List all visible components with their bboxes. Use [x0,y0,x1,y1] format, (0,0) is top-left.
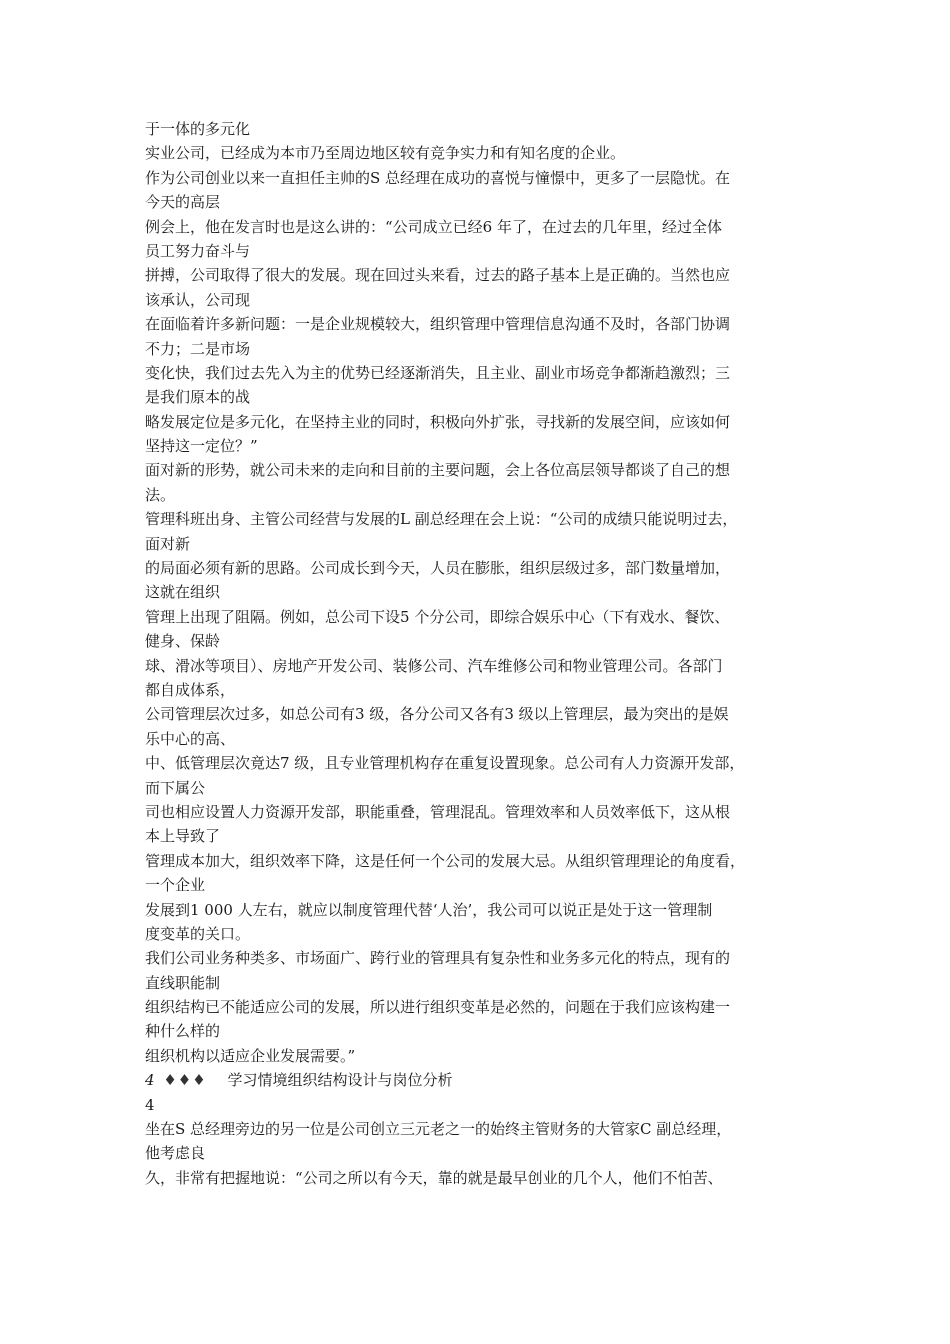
body-text-bottom [145,1093,815,1191]
text-line: 今天的高层 [145,193,221,212]
text-line: 管理成本加大，组织效率下降，这是任何一个公司的发展大忌。从组织管理理论的角度看， [145,851,746,870]
text-line: 作为公司创业以来一直担任主帅的S 总经理在成功的喜悦与憧憬中，更多了一层隐忧。在 [145,168,731,187]
text-line: 本上导致了 [145,827,221,846]
text-line: 该承认，公司现 [145,290,251,309]
text-line: 他考虑良 [145,1144,206,1163]
text-line: 拼搏，公司取得了很大的发展。现在回过头来看，过去的路子基本上是正确的。当然也应 [145,266,731,285]
text-line: 一个企业 [145,876,206,895]
text-line: 公司管理层次过多，如总公司有3 级，各分公司又各有3 级以上管理层，最为突出的是娱 [145,705,729,724]
text-line: 的局面必须有新的思路。公司成长到今天，人员在膨胀，组织层级过多，部门数量增加， [145,559,731,578]
text-line: 在面临着许多新问题：一是企业规模较大，组织管理中管理信息沟通不及时，各部门协调 [145,315,731,334]
text-line: 度变革的关口。 [145,924,251,943]
text-line: 直线职能制 [145,973,221,992]
text-line: 组织结构已不能适应公司的发展，所以进行组织变革是必然的，问题在于我们应该构建一 [145,998,731,1017]
section-header [145,1068,815,1092]
text-line: 4 [145,1095,155,1114]
document-body [145,117,815,1190]
text-line: 是我们原本的战 [145,388,251,407]
text-line: 坐在S 总经理旁边的另一位是公司创立三元老之一的始终主管财务的大管家C 副总经理， [145,1120,732,1139]
text-line: 例会上，他在发言时也是这么讲的：“公司成立已经6 年了，在过去的几年里，经过全体 [145,217,722,236]
text-line: 员工努力奋斗与 [145,241,251,260]
text-line: 球、滑冰等项目）、房地产开发公司、装修公司、汽车维修公司和物业管理公司。各部门 [145,656,723,675]
text-line: 管理上出现了阻隔。例如，总公司下设5 个分公司，即综合娱乐中心（下有戏水、餐饮、 [145,607,730,626]
text-line: 管理科班出身、主管公司经营与发展的L 副总经理在会上说：“公司的成绩只能说明过去， [145,510,738,529]
text-line: 乐中心的高、 [145,729,236,748]
text-line: 面对新 [145,534,191,553]
text-line: 组织机构以适应企业发展需要。” [145,1046,356,1065]
section-header-diamonds: ♦♦♦ [163,1071,207,1090]
text-line: 面对新的形势，就公司未来的走向和目前的主要问题，会上各位高层领导都谈了自己的想 [145,461,731,480]
text-line: 而下属公 [145,778,206,797]
section-header-title: 学习情境组织结构设计与岗位分析 [227,1071,453,1090]
text-line: 变化快，我们过去先入为主的优势已经逐渐消失，且主业、副业市场竞争都渐趋激烈；三 [145,363,731,382]
text-line: 都自成体系， [145,680,236,699]
text-line: 发展到1 000 人左右，就应以制度管理代替‘人治’，我公司可以说正是处于这一管理制 [145,900,713,919]
text-line: 坚持这一定位？” [145,437,258,456]
text-line: 司也相应设置人力资源开发部，职能重叠，管理混乱。管理效率和人员效率低下，这从根 [145,802,731,821]
text-line: 种什么样的 [145,1022,221,1041]
text-line: 不力；二是市场 [145,339,251,358]
text-line: 实业公司，已经成为本市乃至周边地区较有竞争实力和有知名度的企业。 [145,144,626,163]
body-text-top [145,117,815,1068]
text-line: 法。 [145,485,176,504]
text-line: 于一体的多元化 [145,120,251,138]
text-line: 略发展定位是多元化，在坚持主业的同时，积极向外扩张，寻找新的发展空间，应该如何 [145,412,731,431]
text-line: 久，非常有把握地说：“公司之所以有今天，靠的就是最早创业的几个人，他们不怕苦、 [145,1168,723,1187]
text-line: 我们公司业务种类多、市场面广、跨行业的管理具有复杂性和业务多元化的特点，现有的 [145,949,731,968]
text-line: 这就在组织 [145,583,221,602]
text-line: 中、低管理层次竟达7 级，且专业管理机构存在重复设置现象。总公司有人力资源开发部， [145,754,745,773]
text-line: 健身、保龄 [145,632,221,651]
section-header-number: 4 [145,1071,155,1090]
